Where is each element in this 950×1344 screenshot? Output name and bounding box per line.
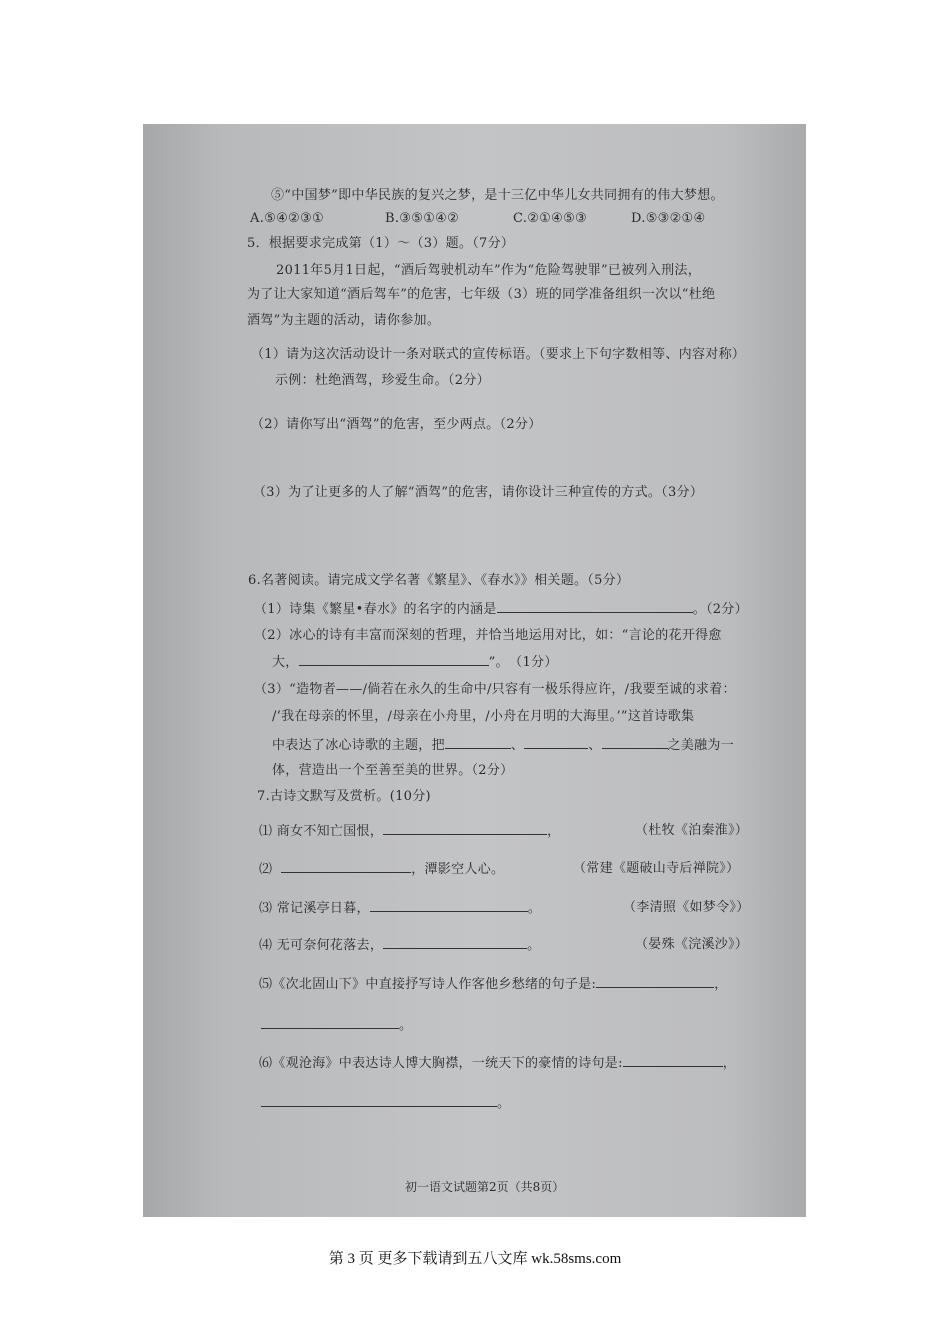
- q7-sub5-text: ⑸《次北固山下》中直接抒写诗人作客他乡愁绪的句子是:: [259, 977, 597, 992]
- answer-blank[interactable]: [261, 1016, 399, 1029]
- q7-sub3: [259, 899, 541, 918]
- q4-option-d: D.⑤③②①④: [631, 211, 706, 226]
- q4-option-a: A.⑤④②③①: [250, 211, 324, 226]
- answer-blank[interactable]: [281, 860, 411, 873]
- q6-sub3-line1: （3）“造物者——/倘若在永久的生命中/只容有一极乐得应许，/我要至诚的求着：: [254, 682, 736, 697]
- q7-sub2: [259, 860, 504, 879]
- q6-sub2-text: 大，: [272, 655, 299, 670]
- separator: 、: [510, 738, 525, 753]
- q6-sub1: [254, 600, 748, 619]
- separator: 、: [588, 738, 602, 753]
- answer-blank[interactable]: [383, 936, 527, 949]
- page-footer: 第 3 页 更多下载请到五八文库 wk.58sms.com: [328, 1251, 622, 1267]
- answer-blank[interactable]: [370, 899, 528, 912]
- q5-intro-line: 酒驾”为主题的活动，请你参加。: [247, 313, 441, 328]
- q6-title: 6.名著阅读。请完成文学名著《繁星》、《春水》》相关题。（5分）: [248, 573, 630, 588]
- answer-blank[interactable]: [524, 736, 588, 749]
- punctuation: 。: [527, 938, 541, 953]
- q7-sub6-text: ⑹《观沧海》中表达诗人博大胸襟，一统天下的豪情的诗句是:: [259, 1056, 623, 1071]
- q5-title: 5．根据要求完成第（1）～（3）题。（7分）: [247, 236, 515, 251]
- scan-page-footer: 初一语文试题第2页（共8页）: [405, 1180, 565, 1194]
- q7-sub2-source: （常建《题破山寺后禅院》）: [573, 861, 740, 876]
- q7-sub4: [259, 936, 540, 955]
- q5-sub1-example: 示例：杜绝酒驾，珍爱生命。（2分）: [275, 373, 490, 388]
- q7-sub1: [259, 822, 560, 841]
- q7-sub4-source: （晏殊《浣溪沙》）: [635, 937, 749, 952]
- q7-title: 7.古诗文默写及赏析。(10分): [257, 789, 431, 804]
- q7-sub5-line2: [261, 1016, 412, 1035]
- q5-sub2: （2）请你写出“酒驾”的危害，至少两点。（2分）: [251, 417, 542, 432]
- q7-sub2-num: ⑵: [259, 862, 273, 877]
- answer-blank[interactable]: [299, 653, 489, 666]
- answer-blank[interactable]: [261, 1094, 497, 1107]
- answer-blank[interactable]: [497, 600, 693, 613]
- q7-sub1-source: （杜牧《泊秦淮》）: [635, 823, 749, 838]
- punctuation: 。: [399, 1018, 413, 1033]
- q7-sub5: [259, 975, 728, 994]
- q6-sub2-line2: [272, 653, 558, 672]
- q5-sub1: （1）请为这次活动设计一条对联式的宣传标语。（要求上下句字数相等、内容对称）: [251, 347, 746, 362]
- punctuation: 。: [497, 1096, 511, 1111]
- q6-sub2-line1: （2）冰心的诗有丰富而深刻的哲理，并恰当地运用对比，如：“言论的花开得愈: [254, 628, 722, 643]
- punctuation: ，: [722, 1056, 737, 1071]
- punctuation: 。: [527, 901, 542, 916]
- q5-intro-line: 2011年5月1日起，“酒后驾驶机动车”作为“危险驾驶罪”已被列入刑法，: [276, 263, 702, 278]
- q5-intro-line: 为了让大家知道“酒后驾车”的危害，七年级（3）班的同学准备组织一次以“杜绝: [247, 287, 716, 302]
- q6-sub3-line2: /‘我在母亲的怀里，/母亲在小舟里，/小舟在月明的大海里。’”这首诗歌集: [272, 709, 695, 724]
- q7-sub3-source: （李清照《如梦令》）: [623, 900, 750, 915]
- q7-sub1-text: ⑴ 商女不知亡国恨，: [259, 824, 384, 839]
- answer-blank[interactable]: [596, 975, 714, 988]
- q4-item5: ⑤“中国梦”即中华民族的复兴之梦，是十三亿中华儿女共同拥有的伟大梦想。: [271, 188, 724, 203]
- q7-sub3-text: ⑶ 常记溪亭日暮，: [259, 901, 370, 916]
- q5-sub3: （3）为了让更多的人了解“酒驾”的危害，请你设计三种宣传的方式。（3分）: [253, 485, 704, 500]
- q7-sub4-text: ⑷ 无可奈何花落去，: [259, 938, 384, 953]
- q6-sub1-end: 。（2分）: [692, 602, 748, 617]
- q4-option-b: B.③⑤①④②: [385, 211, 460, 226]
- punctuation: ，: [547, 824, 561, 839]
- answer-blank[interactable]: [445, 736, 511, 749]
- q6-sub1-text: （1）诗集《繁星•春水》的名字的内涵是: [254, 602, 497, 617]
- answer-blank[interactable]: [383, 822, 547, 835]
- punctuation: ，: [714, 977, 728, 992]
- answer-blank[interactable]: [602, 736, 668, 749]
- answer-blank[interactable]: [623, 1054, 723, 1067]
- q7-sub6-line2: [261, 1094, 510, 1113]
- q6-sub3-end: 之美融为一: [667, 738, 735, 753]
- q6-sub2-end: ”。 （1分）: [488, 655, 558, 670]
- q6-sub3-text: 中表达了冰心诗歌的主题，把: [272, 738, 445, 753]
- q7-sub6: [259, 1054, 736, 1073]
- q6-sub3-line4: 体，营造出一个至善至美的世界。（2分）: [272, 763, 514, 778]
- q4-option-c: C.②①④⑤③: [513, 211, 587, 226]
- q7-sub2-text: ，潭影空人心。: [411, 862, 505, 877]
- scanned-exam-page: [143, 124, 806, 1217]
- q6-sub3-line3: [272, 736, 734, 755]
